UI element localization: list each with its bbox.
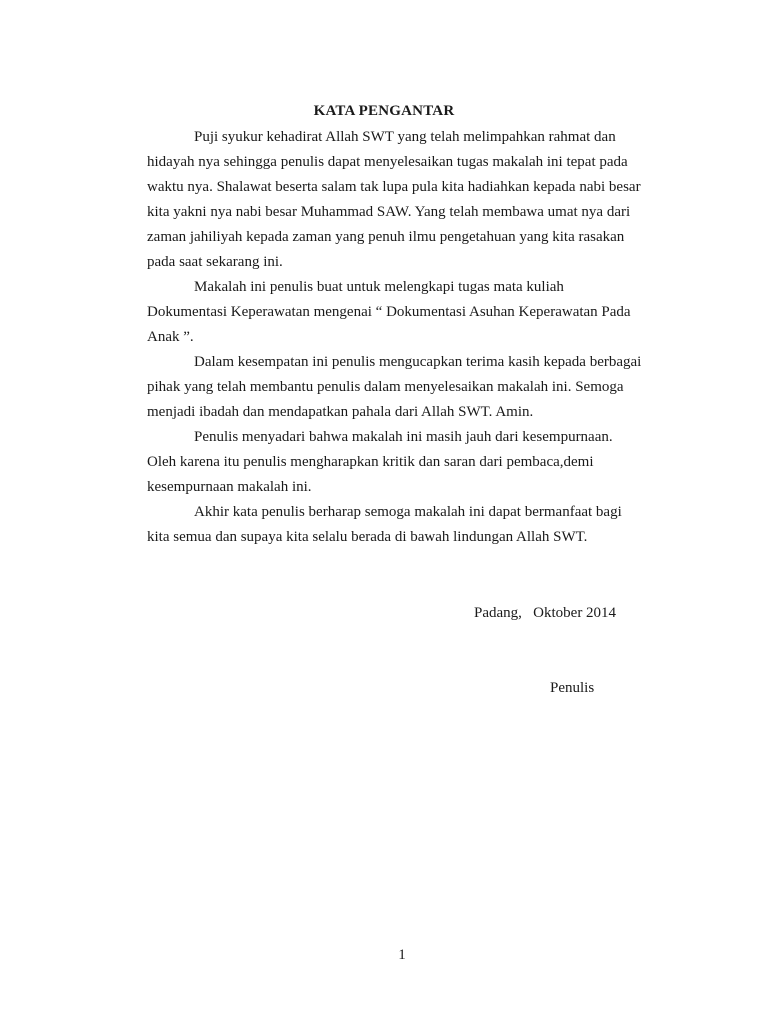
- body-line: pihak yang telah membantu penulis dalam menyelesaikan makalah ini. Semoga: [147, 379, 624, 395]
- closing-place-date: Padang, Oktober 2014: [474, 605, 617, 621]
- body-line: pada saat sekarang ini.: [147, 254, 283, 270]
- body-line: hidayah nya sehingga penulis dapat menyelesaikan tugas makalah ini tepat pada: [147, 154, 628, 170]
- body-line: Akhir kata penulis berharap semoga makalah ini dapat bermanfaat bagi: [194, 504, 622, 520]
- page-title: KATA PENGANTAR: [313, 103, 455, 119]
- body-line: Penulis menyadari bahwa makalah ini masih jauh dari kesempurnaan.: [194, 429, 613, 445]
- body-line: menjadi ibadah dan mendapatkan pahala dari Allah SWT. Amin.: [147, 404, 534, 420]
- body-line: zaman jahiliyah kepada zaman yang penuh ilmu pengetahuan yang kita rasakan: [147, 229, 625, 245]
- body-line: Dokumentasi Keperawatan mengenai “ Dokumentasi Asuhan Keperawatan Pada: [147, 304, 631, 320]
- body-line: Oleh karena itu penulis mengharapkan kritik dan saran dari pembaca,demi: [147, 454, 594, 470]
- page-number: 1: [398, 947, 406, 963]
- body-line: waktu nya. Shalawat beserta salam tak lupa pula kita hadiahkan kepada nabi besar: [147, 179, 641, 195]
- body-text: [147, 125, 647, 550]
- body-line: kita semua dan supaya kita selalu berada di bawah lindungan Allah SWT.: [147, 529, 588, 545]
- closing-author: Penulis: [550, 680, 595, 696]
- body-line: Anak ”.: [147, 329, 194, 345]
- body-line: kesempurnaan makalah ini.: [147, 479, 312, 495]
- body-line: Makalah ini penulis buat untuk melengkapi tugas mata kuliah: [194, 279, 564, 295]
- body-line: Puji syukur kehadirat Allah SWT yang telah melimpahkan rahmat dan: [194, 129, 616, 145]
- body-line: Dalam kesempatan ini penulis mengucapkan terima kasih kepada berbagai: [194, 354, 642, 370]
- body-line: kita yakni nya nabi besar Muhammad SAW. Yang telah membawa umat nya dari: [147, 204, 631, 220]
